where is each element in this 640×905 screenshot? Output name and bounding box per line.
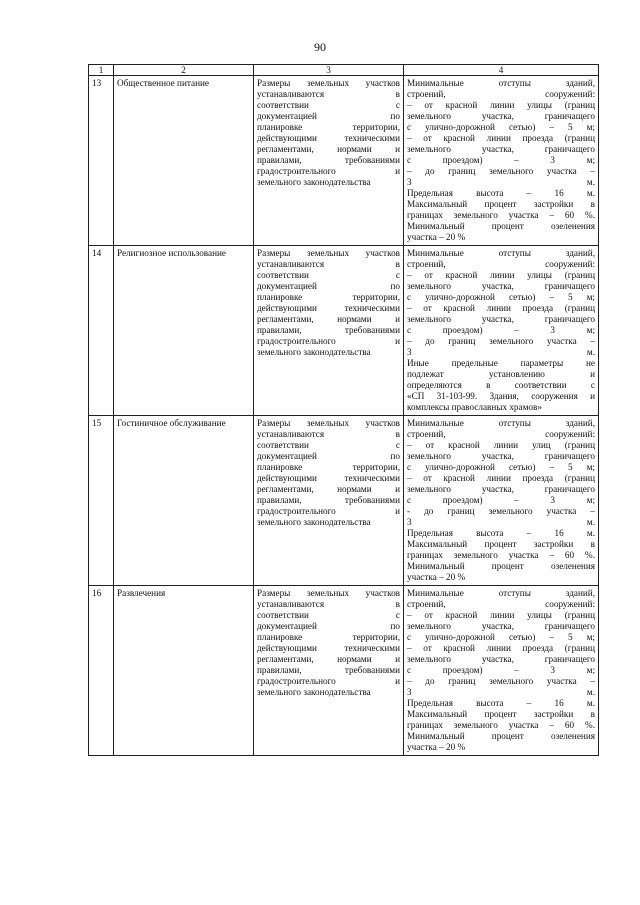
cell-text-line: с улично-дорожной сетью) – 5 м; <box>407 122 595 132</box>
cell-text-line: земельного участка, граничащего <box>407 281 595 291</box>
cell-text-line: Размеры земельных участков <box>257 248 400 258</box>
cell-text-line: соответствии с <box>257 610 400 620</box>
cell-text-line: участка – 20 % <box>407 232 466 242</box>
cell-text-line: Минимальный процент озеленения <box>407 731 595 741</box>
cell-text-line: строений, сооружений: <box>407 599 595 609</box>
cell-text-line: градостроительного и <box>257 506 400 516</box>
cell-text-line: Минимальные отступы зданий, <box>407 248 595 258</box>
cell-text-line: земельного законодательства <box>257 517 371 527</box>
table-row <box>89 416 599 586</box>
cell-text-line: земельного участка, граничащего <box>407 484 595 494</box>
cell-text-line: границах земельного участка – 60 %. <box>407 720 595 730</box>
cell-text-line: градостроительного и <box>257 336 400 346</box>
cell-text-line: Максимальный процент застройки в <box>407 539 595 549</box>
row-number-cell: 16 <box>89 586 114 756</box>
cell-text-line: правилами, требованиями <box>257 495 400 505</box>
cell-text-line: с проездом) – 3 м; <box>407 325 595 335</box>
cell-text-line: с улично-дорожной сетью) – 5 м; <box>407 632 595 642</box>
cell-text-line: Минимальный процент озеленения <box>407 221 595 231</box>
cell-text-line: земельного участка, граничащего <box>407 111 595 121</box>
cell-text-line: строений, сооружений: <box>407 429 595 439</box>
cell-text-line: Предельная высота – 16 м. <box>407 188 595 198</box>
table-row <box>89 76 599 246</box>
cell-text-line: Размеры земельных участков <box>257 588 400 598</box>
cell-text-line: – от красной линии улиц (границ <box>407 440 595 450</box>
cell-text-line: 3 м. <box>407 177 595 187</box>
cell-text-line: Максимальный процент застройки в <box>407 199 595 209</box>
cell-text-line: регламентами, нормами и <box>257 484 400 494</box>
cell-text-line: «СП 31-103-99. Здания, сооружения и <box>407 391 595 401</box>
cell-text-line: правилами, требованиями <box>257 665 400 675</box>
plot-size-cell <box>254 416 404 586</box>
row-number-cell: 14 <box>89 246 114 416</box>
cell-text-line: 3 м. <box>407 687 595 697</box>
header-cell: 3 <box>254 65 404 76</box>
cell-text-line: определяются в соответствии с <box>407 380 595 390</box>
cell-text-line: строений, сооружений: <box>407 89 595 99</box>
cell-text-line: соответствии с <box>257 440 400 450</box>
cell-text-line: устанавливаются в <box>257 89 400 99</box>
cell-text-line: с проездом) – 3 м; <box>407 495 595 505</box>
cell-text-line: Размеры земельных участков <box>257 78 400 88</box>
parameters-cell <box>404 586 599 756</box>
cell-text-line: с улично-дорожной сетью) – 5 м; <box>407 292 595 302</box>
use-type-cell: Гостиничное обслуживание <box>114 416 254 586</box>
cell-text-line: земельного участка, граничащего <box>407 314 595 324</box>
cell-text-line: с проездом) – 3 м; <box>407 665 595 675</box>
cell-text-line: с улично-дорожной сетью) – 5 м; <box>407 462 595 472</box>
cell-text-line: – от красной линии проезда (границ <box>407 303 595 313</box>
cell-text-line: – от красной линии улицы (границ <box>407 100 595 110</box>
cell-text-line: земельного участка, граничащего <box>407 451 595 461</box>
cell-text-line: земельного участка, граничащего <box>407 144 595 154</box>
plot-size-cell <box>254 246 404 416</box>
plot-size-cell <box>254 586 404 756</box>
cell-text-line: Минимальные отступы зданий, <box>407 78 595 88</box>
cell-text-line: Минимальные отступы зданий, <box>407 588 595 598</box>
cell-text-line: планировке территории, <box>257 462 400 472</box>
cell-text-line: земельного участка, граничащего <box>407 621 595 631</box>
cell-text-line: документацией по <box>257 451 400 461</box>
cell-text-line: документацией по <box>257 111 400 121</box>
cell-text-line: регламентами, нормами и <box>257 654 400 664</box>
cell-text-line: границах земельного участка – 60 %. <box>407 550 595 560</box>
use-type-cell: Общественное питание <box>114 76 254 246</box>
cell-text-line: – до границ земельного участка – <box>407 336 595 346</box>
cell-text-line: планировке территории, <box>257 632 400 642</box>
cell-text-line: подлежат установлению и <box>407 369 595 379</box>
cell-text-line: соответствии с <box>257 270 400 280</box>
cell-text-line: действующими техническими <box>257 303 400 313</box>
plot-size-cell <box>254 76 404 246</box>
cell-text-line: Иные предельные параметры не <box>407 358 595 368</box>
cell-text-line: с проездом) – 3 м; <box>407 155 595 165</box>
cell-text-line: – от красной линии проезда (границ <box>407 473 595 483</box>
cell-text-line: действующими техническими <box>257 473 400 483</box>
parameters-cell <box>404 416 599 586</box>
cell-text-line: земельного законодательства <box>257 347 371 357</box>
cell-text-line: Предельная высота – 16 м. <box>407 528 595 538</box>
cell-text-line: соответствии с <box>257 100 400 110</box>
row-number-cell: 13 <box>89 76 114 246</box>
table-row <box>89 586 599 756</box>
cell-text-line: участка – 20 % <box>407 572 466 582</box>
row-number-cell: 15 <box>89 416 114 586</box>
cell-text-line: Максимальный процент застройки в <box>407 709 595 719</box>
cell-text-line: планировке территории, <box>257 122 400 132</box>
cell-text-line: – от красной линии улицы (границ <box>407 610 595 620</box>
cell-text-line: земельного законодательства <box>257 177 371 187</box>
cell-text-line: устанавливаются в <box>257 429 400 439</box>
page-number: 90 <box>314 40 326 54</box>
cell-text-line: устанавливаются в <box>257 259 400 269</box>
cell-text-line: – от красной линии проезда (границ <box>407 133 595 143</box>
table-header-row <box>89 65 599 76</box>
parameters-cell <box>404 76 599 246</box>
cell-text-line: регламентами, нормами и <box>257 144 400 154</box>
cell-text-line: земельного участка, граничащего <box>407 654 595 664</box>
use-type-cell: Религиозное использование <box>114 246 254 416</box>
cell-text-line: земельного законодательства <box>257 687 371 697</box>
header-cell: 2 <box>114 65 254 76</box>
cell-text-line: – от красной линии проезда (границ <box>407 643 595 653</box>
cell-text-line: документацией по <box>257 621 400 631</box>
cell-text-line: действующими техническими <box>257 133 400 143</box>
cell-text-line: устанавливаются в <box>257 599 400 609</box>
header-cell: 1 <box>89 65 114 76</box>
cell-text-line: правилами, требованиями <box>257 325 400 335</box>
cell-text-line: комплексы православных храмов» <box>407 402 542 412</box>
cell-text-line: – до границ земельного участка – <box>407 166 595 176</box>
cell-text-line: Предельная высота – 16 м. <box>407 698 595 708</box>
cell-text-line: границах земельного участка – 60 %. <box>407 210 595 220</box>
cell-text-line: участка – 20 % <box>407 742 466 752</box>
cell-text-line: действующими техническими <box>257 643 400 653</box>
cell-text-line: Размеры земельных участков <box>257 418 400 428</box>
cell-text-line: 3 м. <box>407 517 595 527</box>
cell-text-line: градостроительного и <box>257 676 400 686</box>
cell-text-line: Минимальные отступы зданий, <box>407 418 595 428</box>
cell-text-line: – до границ земельного участка – <box>407 676 595 686</box>
use-type-cell: Развлечения <box>114 586 254 756</box>
cell-text-line: 3 м. <box>407 347 595 357</box>
header-cell: 4 <box>404 65 599 76</box>
cell-text-line: - до границ земельного участка – <box>407 506 595 516</box>
cell-text-line: – от красной линии улицы (границ <box>407 270 595 280</box>
cell-text-line: Минимальный процент озеленения <box>407 561 595 571</box>
cell-text-line: строений, сооружений: <box>407 259 595 269</box>
cell-text-line: регламентами, нормами и <box>257 314 400 324</box>
cell-text-line: правилами, требованиями <box>257 155 400 165</box>
zoning-table <box>88 64 599 756</box>
cell-text-line: документацией по <box>257 281 400 291</box>
parameters-cell <box>404 246 599 416</box>
cell-text-line: планировке территории, <box>257 292 400 302</box>
cell-text-line: градостроительного и <box>257 166 400 176</box>
table-row <box>89 246 599 416</box>
